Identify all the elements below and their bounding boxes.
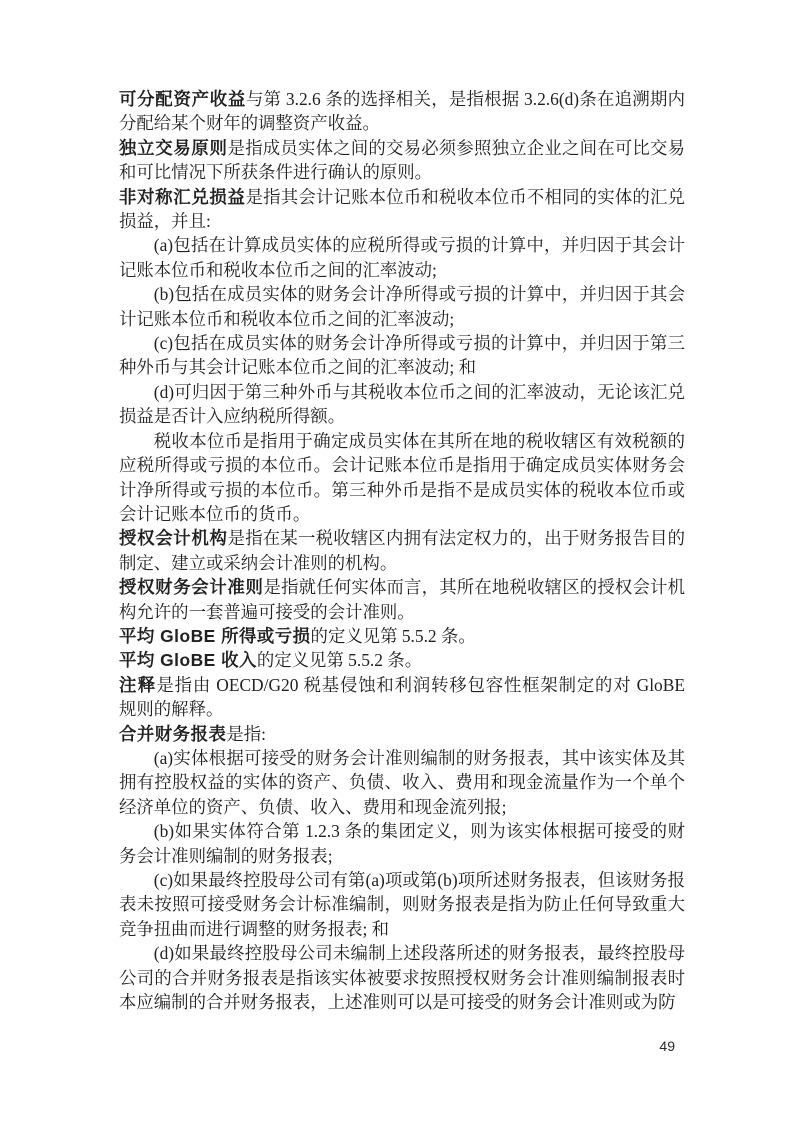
definition-paragraph <box>119 185 685 234</box>
term-label: 注释 <box>119 674 157 695</box>
definition-text: (b)包括在成员实体的财务会计净所得或亏损的计算中，并归因于其会计记账本位币和税收本位币之间的汇率波动; <box>119 284 685 329</box>
list-item-paragraph <box>119 380 685 429</box>
list-item-paragraph <box>119 819 685 868</box>
list-item-paragraph <box>119 233 685 282</box>
definition-text: (c)如果最终控股母公司有第(a)项或第(b)项所述财务报表，但该财务报表未按照可接受财务会计标准编制，则财务报表是指为防止任何导致重大竞争扭曲而进行调整的财务报表; 和 <box>119 870 685 939</box>
list-item-paragraph <box>119 282 685 331</box>
definition-text: (d)可归因于第三种外币与其税收本位币之间的汇率波动，无论该汇兑损益是否计入应纳税所得额。 <box>119 381 685 427</box>
page-number: 49 <box>659 1038 675 1054</box>
definition-text: 是指其会计记账本位币和税收本位币不相同的实体的汇兑损益，并且: <box>119 186 685 232</box>
definition-paragraph <box>119 136 685 185</box>
definition-text: 的定义见第 5.5.2 条。 <box>256 650 423 671</box>
term-label: 非对称汇兑损益 <box>119 186 246 207</box>
term-label: 可分配资产收益 <box>119 89 247 109</box>
term-label: 合并财务报表 <box>119 723 227 744</box>
definition-text: 与第 3.2.6 条的选择相关，是指根据 3.2.6(d)条在追溯期内分配给某个财年的调整资产收益。 <box>119 89 685 134</box>
definition-text: 是指由 OECD/G20 税基侵蚀和利润转移包容性框架制定的对 GloBE 规则的解释。 <box>119 674 685 720</box>
text-block <box>119 87 685 1014</box>
term-label: 授权会计机构 <box>119 528 228 549</box>
list-item-paragraph <box>119 941 685 1014</box>
term-label: 平均 GloBE 所得或亏损 <box>119 625 311 646</box>
body-paragraph <box>119 429 685 527</box>
definition-paragraph <box>119 722 685 746</box>
list-item-paragraph <box>119 331 685 380</box>
definition-text: (c)包括在成员实体的财务会计净所得或亏损的计算中，并归因于第三种外币与其会计记账本位币之间的汇率波动; 和 <box>119 333 685 378</box>
term-label: 授权财务会计准则 <box>119 577 264 598</box>
definition-text: 是指在某一税收辖区内拥有法定权力的，出于财务报告目的制定、建立或采纳会计准则的机构。 <box>119 528 685 573</box>
list-item-paragraph <box>119 868 685 941</box>
definition-text: (b)如果实体符合第 1.2.3 条的集团定义，则为该实体根据可接受的财务会计准则编制的财务报表; <box>119 821 685 866</box>
list-item-paragraph <box>119 746 685 819</box>
definition-paragraph <box>119 87 685 136</box>
definition-text: 是指: <box>226 723 266 744</box>
term-label: 独立交易原则 <box>119 137 228 158</box>
definition-paragraph <box>119 624 685 648</box>
definition-paragraph <box>119 575 685 624</box>
definition-text: (d)如果最终控股母公司未编制上述段落所述的财务报表，最终控股母公司的合并财务报表是指该实体被要求按照授权财务会计准则编制报表时本应编制的合并财务报表，上述准则可以是可接受的财务会计准则或为防 <box>119 943 685 1013</box>
definition-paragraph <box>119 648 685 672</box>
definition-text: (a)实体根据可接受的财务会计准则编制的财务报表，其中该实体及其拥有控股权益的实体的资产、负债、收入、费用和现金流量作为一个单个经济单位的资产、负债、收入、费用和现金流列报; <box>119 747 685 817</box>
definition-text: 是指成员实体之间的交易必须参照独立企业之间在可比交易和可比情况下所获条件进行确认的原则。 <box>119 137 685 183</box>
definition-text: (a)包括在计算成员实体的应税所得或亏损的计算中，并归因于其会计记账本位币和税收本位币之间的汇率波动; <box>119 235 685 280</box>
definition-paragraph <box>119 673 685 722</box>
definition-text: 的定义见第 5.5.2 条。 <box>310 625 476 646</box>
definition-text: 税收本位币是指用于确定成员实体在其所在地的税收辖区有效税额的应税所得或亏损的本位币。会计记账本位币是指用于确定成员实体财务会计净所得或亏损的本位币。第三种外币是指不是成员实体的税收本位币或会计记账本位币的货币。 <box>119 430 685 524</box>
definition-paragraph <box>119 526 685 575</box>
definition-text: 是指就任何实体而言，其所在地税收辖区的授权会计机构允许的一套普遍可接受的会计准则。 <box>119 577 685 622</box>
term-label: 平均 GloBE 收入 <box>119 650 257 671</box>
